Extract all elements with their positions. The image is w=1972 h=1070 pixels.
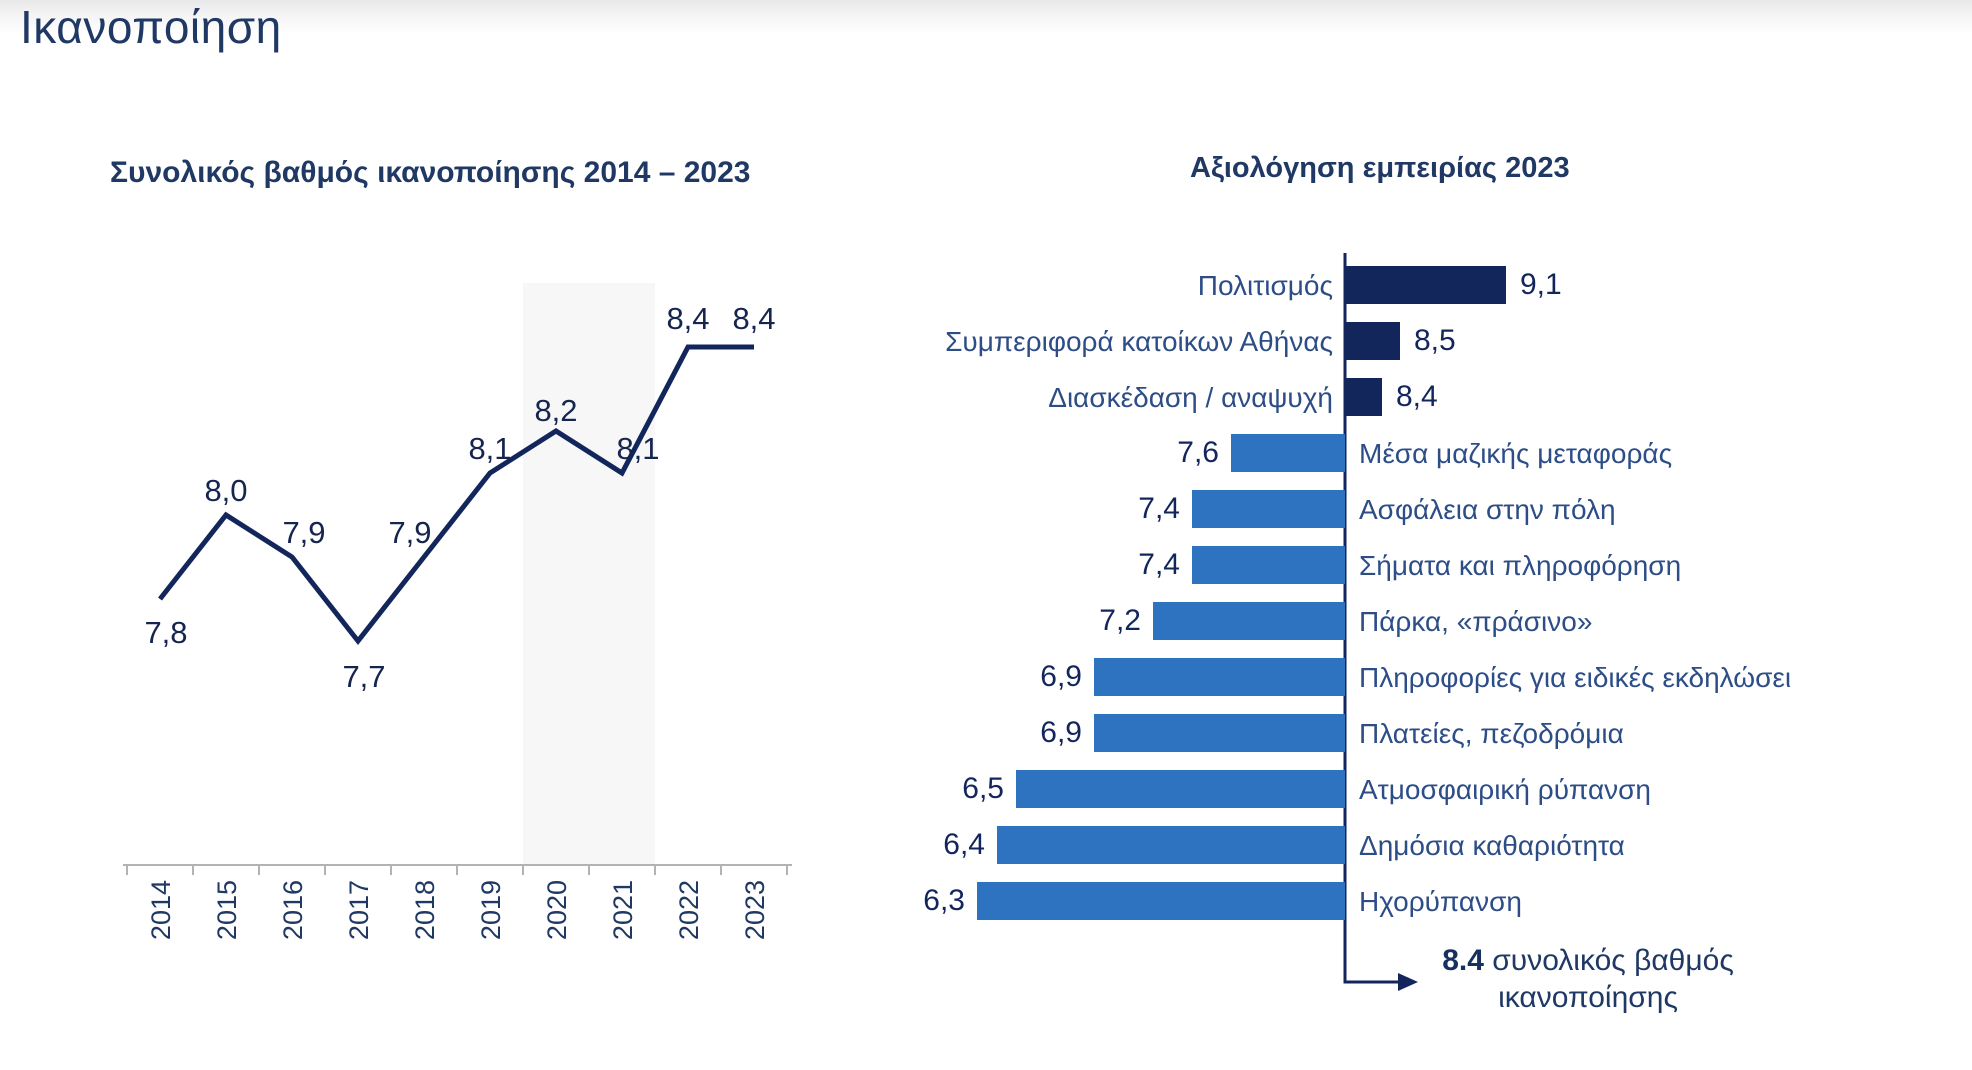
year-label: 2016 [278, 880, 308, 941]
bar-value: 8,4 [1396, 380, 1438, 413]
bar-row [850, 322, 1970, 360]
bar-label: Πάρκα, «πράσινο» [1359, 606, 1593, 637]
bar-row [850, 602, 1970, 640]
bar-value: 6,4 [943, 828, 985, 861]
bar-Διασκέδαση / αναψυχή [1345, 378, 1382, 416]
data-point-label: 7,8 [144, 615, 188, 650]
overall-score-value: 8.4 [1442, 944, 1484, 977]
bar-label: Ασφάλεια στην πόλη [1359, 494, 1616, 525]
data-point-label: 7,9 [282, 515, 326, 550]
bar-value: 9,1 [1520, 268, 1562, 301]
data-point-label: 8,4 [732, 301, 776, 336]
bar-value: 7,4 [1138, 548, 1180, 581]
year-label: 2015 [212, 880, 242, 941]
bar-value: 6,9 [1040, 660, 1082, 693]
year-label: 2023 [740, 880, 770, 941]
bar-label: Ηχορύπανση [1359, 886, 1522, 917]
bar-label: Ατμοσφαιρική ρύπανση [1359, 774, 1651, 805]
line-chart [90, 220, 850, 980]
bar-Δημόσια καθαριότητα [997, 826, 1345, 864]
bar-chart-axis-layer [850, 247, 1970, 1047]
overall-score-annotation [1428, 942, 1748, 1016]
bar-row [850, 490, 1970, 528]
bar-row [850, 882, 1970, 920]
data-point-label: 8,0 [204, 473, 248, 508]
year-label: 2022 [674, 880, 704, 941]
bar-Ασφάλεια στην πόλη [1192, 490, 1345, 528]
bar-Σήματα και πληροφόρηση [1192, 546, 1345, 584]
bar-label: Μέσα μαζικής μεταφοράς [1359, 438, 1673, 469]
bar-Ηχορύπανση [977, 882, 1345, 920]
year-label: 2019 [476, 880, 506, 941]
line-chart-title: Συνολικός βαθμός ικανοποίησης 2014 – 2023 [110, 156, 751, 189]
bar-value: 8,5 [1414, 324, 1456, 357]
arrowhead-icon [1398, 973, 1418, 991]
overall-score-text: συνολικός βαθμός ικανοποίησης [1492, 944, 1734, 1014]
bar-Πολιτισμός [1345, 266, 1506, 304]
data-point-label: 8,1 [468, 431, 512, 466]
bar-label: Πλατείες, πεζοδρόμια [1359, 718, 1624, 749]
data-point-label: 8,1 [616, 431, 660, 466]
year-label: 2020 [542, 880, 572, 941]
bar-value: 6,5 [962, 772, 1004, 805]
bar-Πάρκα, «πράσινο» [1153, 602, 1345, 640]
year-label: 2014 [146, 880, 176, 941]
bar-label: Συμπεριφορά κατοίκων Αθήνας [945, 326, 1333, 357]
year-label: 2017 [344, 880, 374, 941]
bar-label: Διασκέδαση / αναψυχή [1048, 382, 1333, 413]
top-gradient [0, 0, 1972, 34]
bar-row [850, 770, 1970, 808]
bar-label: Πληροφορίες για ειδικές εκδηλώσει [1359, 662, 1792, 693]
data-point-label: 8,4 [666, 301, 710, 336]
bar-Ατμοσφαιρική ρύπανση [1016, 770, 1345, 808]
bar-Πληροφορίες για ειδικές εκδηλώσει [1094, 658, 1345, 696]
data-point-label: 8,2 [534, 393, 578, 428]
bar-label: Πολιτισμός [1197, 270, 1333, 301]
bar-row [850, 546, 1970, 584]
bar-chart [850, 247, 1970, 1047]
bar-row [850, 826, 1970, 864]
highlight-band [523, 283, 655, 865]
bar-row [850, 714, 1970, 752]
year-label: 2021 [608, 880, 638, 941]
bar-row [850, 658, 1970, 696]
bar-Πλατείες, πεζοδρόμια [1094, 714, 1345, 752]
bar-value: 6,9 [1040, 716, 1082, 749]
trend-line [160, 347, 754, 641]
year-label: 2018 [410, 880, 440, 941]
bar-Συμπεριφορά κατοίκων Αθήνας [1345, 322, 1400, 360]
bar-row [850, 378, 1970, 416]
bar-chart-title: Αξιολόγηση εμπειρίας 2023 [1190, 152, 1570, 184]
bar-Μέσα μαζικής μεταφοράς [1231, 434, 1345, 472]
bar-label: Δημόσια καθαριότητα [1359, 830, 1625, 861]
bar-value: 6,3 [923, 884, 965, 917]
bar-value: 7,2 [1099, 604, 1141, 637]
bar-row [850, 266, 1970, 304]
page-title: Ικανοποίηση [20, 1, 282, 53]
bar-row [850, 434, 1970, 472]
data-point-label: 7,7 [342, 659, 386, 694]
data-point-label: 7,9 [388, 515, 432, 550]
bar-value: 7,4 [1138, 492, 1180, 525]
bar-value: 7,6 [1177, 436, 1219, 469]
bar-label: Σήματα και πληροφόρηση [1359, 550, 1682, 581]
